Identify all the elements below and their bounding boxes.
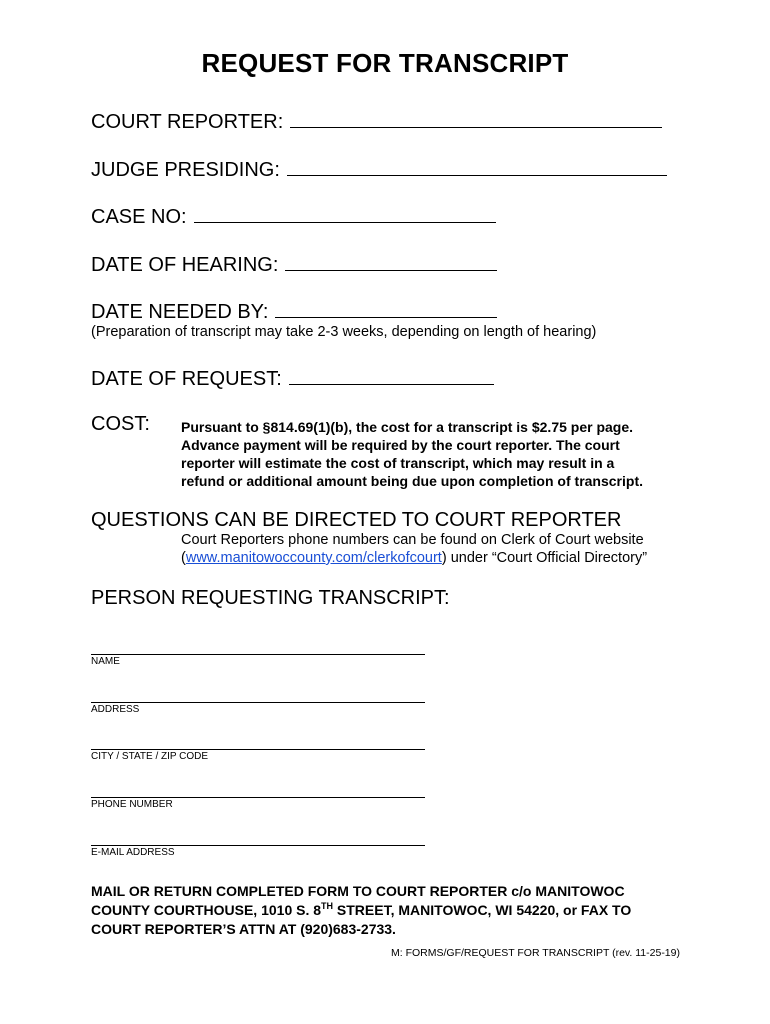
mail-line: COUNTY COURTHOUSE, 1010 S. 8TH STREET, MANITOWOC, WI 54220, or FAX TO — [91, 901, 632, 918]
person-requesting-heading: PERSON REQUESTING TRANSCRIPT: — [91, 587, 450, 609]
page-title: REQUEST FOR TRANSCRIPT — [201, 48, 569, 78]
judge-presiding-field[interactable] — [91, 158, 667, 182]
cost-line: reporter will estimate the cost of transcript, which may result in a — [181, 455, 615, 471]
judge-presiding-line[interactable] — [287, 158, 667, 176]
date-of-request-field[interactable] — [91, 367, 494, 391]
case-no-label: CASE NO: — [91, 206, 187, 228]
questions-line: Court Reporters phone numbers can be found on Clerk of Court website — [181, 532, 644, 548]
questions-line-link — [181, 549, 647, 567]
case-no-line[interactable] — [194, 205, 496, 223]
name-label: NAME — [91, 656, 120, 667]
paren-open: ( — [181, 550, 186, 566]
email-signature-line[interactable] — [91, 845, 425, 846]
date-of-hearing-label: DATE OF HEARING: — [91, 254, 279, 276]
cost-line: refund or additional amount being due upon completion of transcript. — [181, 473, 643, 489]
mail-line: MAIL OR RETURN COMPLETED FORM TO COURT REPORTER c/o MANITOWOC — [91, 883, 625, 899]
date-of-hearing-field[interactable] — [91, 253, 497, 277]
date-needed-by-line[interactable] — [275, 300, 497, 318]
city-state-zip-signature-line[interactable] — [91, 749, 425, 750]
court-reporter-line[interactable] — [290, 110, 662, 128]
date-needed-note: (Preparation of transcript may take 2-3 weeks, depending on length of hearing) — [91, 324, 597, 340]
superscript-th: TH — [321, 901, 334, 911]
phone-label: PHONE NUMBER — [91, 799, 173, 810]
cost-line: Advance payment will be required by the court reporter. The court — [181, 437, 620, 453]
date-of-request-label: DATE OF REQUEST: — [91, 368, 282, 390]
judge-presiding-label: JUDGE PRESIDING: — [91, 159, 280, 181]
questions-info — [181, 531, 647, 567]
directory-text: ) under “Court Official Directory” — [441, 550, 648, 566]
mail-instructions — [91, 882, 711, 939]
cost-text — [181, 418, 701, 490]
cost-line: Pursuant to §814.69(1)(b), the cost for a transcript is $2.75 per page. — [181, 419, 634, 435]
city-state-zip-label: CITY / STATE / ZIP CODE — [91, 751, 209, 762]
address-signature-line[interactable] — [91, 702, 425, 703]
clerk-of-court-link[interactable]: www.manitowoccounty.com/clerkofcourt — [185, 550, 442, 566]
name-signature-line[interactable] — [91, 654, 425, 655]
court-reporter-field[interactable] — [91, 110, 662, 134]
date-of-request-line[interactable] — [289, 367, 494, 385]
form-revision-footer: M: FORMS/GF/REQUEST FOR TRANSCRIPT (rev. 11-25-19) — [391, 947, 680, 959]
phone-signature-line[interactable] — [91, 797, 425, 798]
court-reporter-label: COURT REPORTER: — [91, 111, 284, 133]
mail-line: COURT REPORTER’S ATTN AT (920)683-2733. — [91, 921, 396, 937]
questions-heading: QUESTIONS CAN BE DIRECTED TO COURT REPORTER — [91, 509, 622, 531]
date-needed-by-field[interactable] — [91, 300, 497, 324]
address-label: ADDRESS — [91, 704, 140, 715]
email-label: E-MAIL ADDRESS — [91, 847, 175, 858]
case-no-field[interactable] — [91, 205, 496, 229]
date-of-hearing-line[interactable] — [285, 253, 497, 271]
cost-label: COST: — [91, 413, 150, 435]
date-needed-by-label: DATE NEEDED BY: — [91, 301, 269, 323]
